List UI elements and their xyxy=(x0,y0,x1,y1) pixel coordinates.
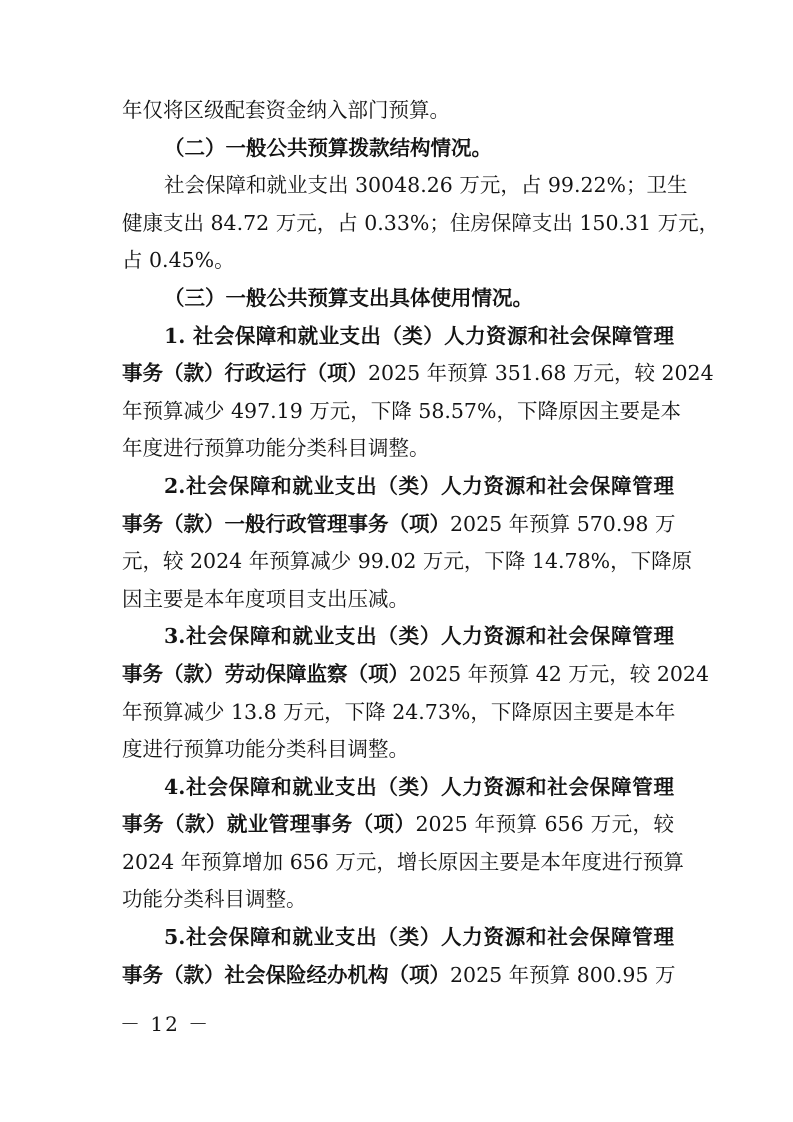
line-text: 年度进行预算功能分类科目调整。 xyxy=(122,436,430,461)
line-text: 元，较 2024 年预算减少 99.02 万元，下降 14.78%，下降原 xyxy=(122,549,693,574)
item-title: 事务（款）一般行政管理事务（项） xyxy=(122,511,450,536)
item-line xyxy=(122,731,674,769)
section-heading xyxy=(122,130,674,168)
line-text: 2025 年预算 800.95 万 xyxy=(450,962,676,987)
item-title: 1. 社会保障和就业支出（类）人力资源和社会保障管理 xyxy=(164,323,674,348)
line-text: 功能分类科目调整。 xyxy=(122,887,307,912)
line-text: 因主要是本年度项目支出压减。 xyxy=(122,586,409,611)
item-line xyxy=(122,881,674,919)
heading-text: （三）一般公共预算支出具体使用情况。 xyxy=(164,285,533,310)
line-text: 健康支出 84.72 万元，占 0.33%；住房保障支出 150.31 万元， xyxy=(122,210,720,235)
item-line xyxy=(122,769,674,807)
paragraph-line xyxy=(122,167,688,205)
item-line xyxy=(122,656,709,694)
item-line xyxy=(122,694,674,732)
line-text: 度进行预算功能分类科目调整。 xyxy=(122,737,409,762)
line-text: 2025 年预算 656 万元，较 xyxy=(415,812,674,837)
paragraph-line xyxy=(122,205,720,243)
line-text: 2025 年预算 570.98 万 xyxy=(450,511,676,536)
line-text: 年预算减少 13.8 万元，下降 24.73%，下降原因主要是本年 xyxy=(122,699,676,724)
item-line xyxy=(122,468,674,506)
item-line xyxy=(122,581,674,619)
item-line xyxy=(122,844,684,882)
item-title: 事务（款）劳动保障监察（项） xyxy=(122,661,409,686)
item-title: 5.社会保障和就业支出（类）人力资源和社会保障管理 xyxy=(164,925,674,950)
line-text: 社会保障和就业支出 30048.26 万元，占 99.22%；卫生 xyxy=(164,173,688,198)
item-line xyxy=(122,318,674,356)
heading-text: （二）一般公共预算拨款结构情况。 xyxy=(164,135,492,160)
page-number: － 12 － xyxy=(120,1012,211,1036)
paragraph-line xyxy=(122,242,674,280)
item-title: 事务（款）就业管理事务（项） xyxy=(122,812,416,837)
item-line xyxy=(122,919,674,957)
item-title: 事务（款）社会保险经办机构（项） xyxy=(122,962,450,987)
item-line xyxy=(122,430,674,468)
document-body xyxy=(122,92,720,994)
item-line xyxy=(122,806,674,844)
line-text: 占 0.45%。 xyxy=(122,248,235,273)
item-line xyxy=(122,506,674,544)
item-line xyxy=(122,543,693,581)
item-line xyxy=(122,957,674,995)
item-title: 4.社会保障和就业支出（类）人力资源和社会保障管理 xyxy=(164,774,674,799)
line-text: 2024 年预算增加 656 万元，增长原因主要是本年度进行预算 xyxy=(122,849,684,874)
item-title: 事务（款）行政运行（项） xyxy=(122,361,368,386)
paragraph-line xyxy=(122,92,674,130)
line-text: 2025 年预算 42 万元，较 2024 xyxy=(409,661,709,686)
section-heading xyxy=(122,280,674,318)
item-line xyxy=(122,355,714,393)
item-line xyxy=(122,618,674,656)
item-line xyxy=(122,393,681,431)
line-text: 年仅将区级配套资金纳入部门预算。 xyxy=(122,98,450,122)
line-text: 年预算减少 497.19 万元，下降 58.57%，下降原因主要是本 xyxy=(122,398,681,423)
item-title: 2.社会保障和就业支出（类）人力资源和社会保障管理 xyxy=(164,473,674,498)
line-text: 2025 年预算 351.68 万元，较 2024 xyxy=(368,361,714,386)
item-title: 3.社会保障和就业支出（类）人力资源和社会保障管理 xyxy=(164,624,674,649)
